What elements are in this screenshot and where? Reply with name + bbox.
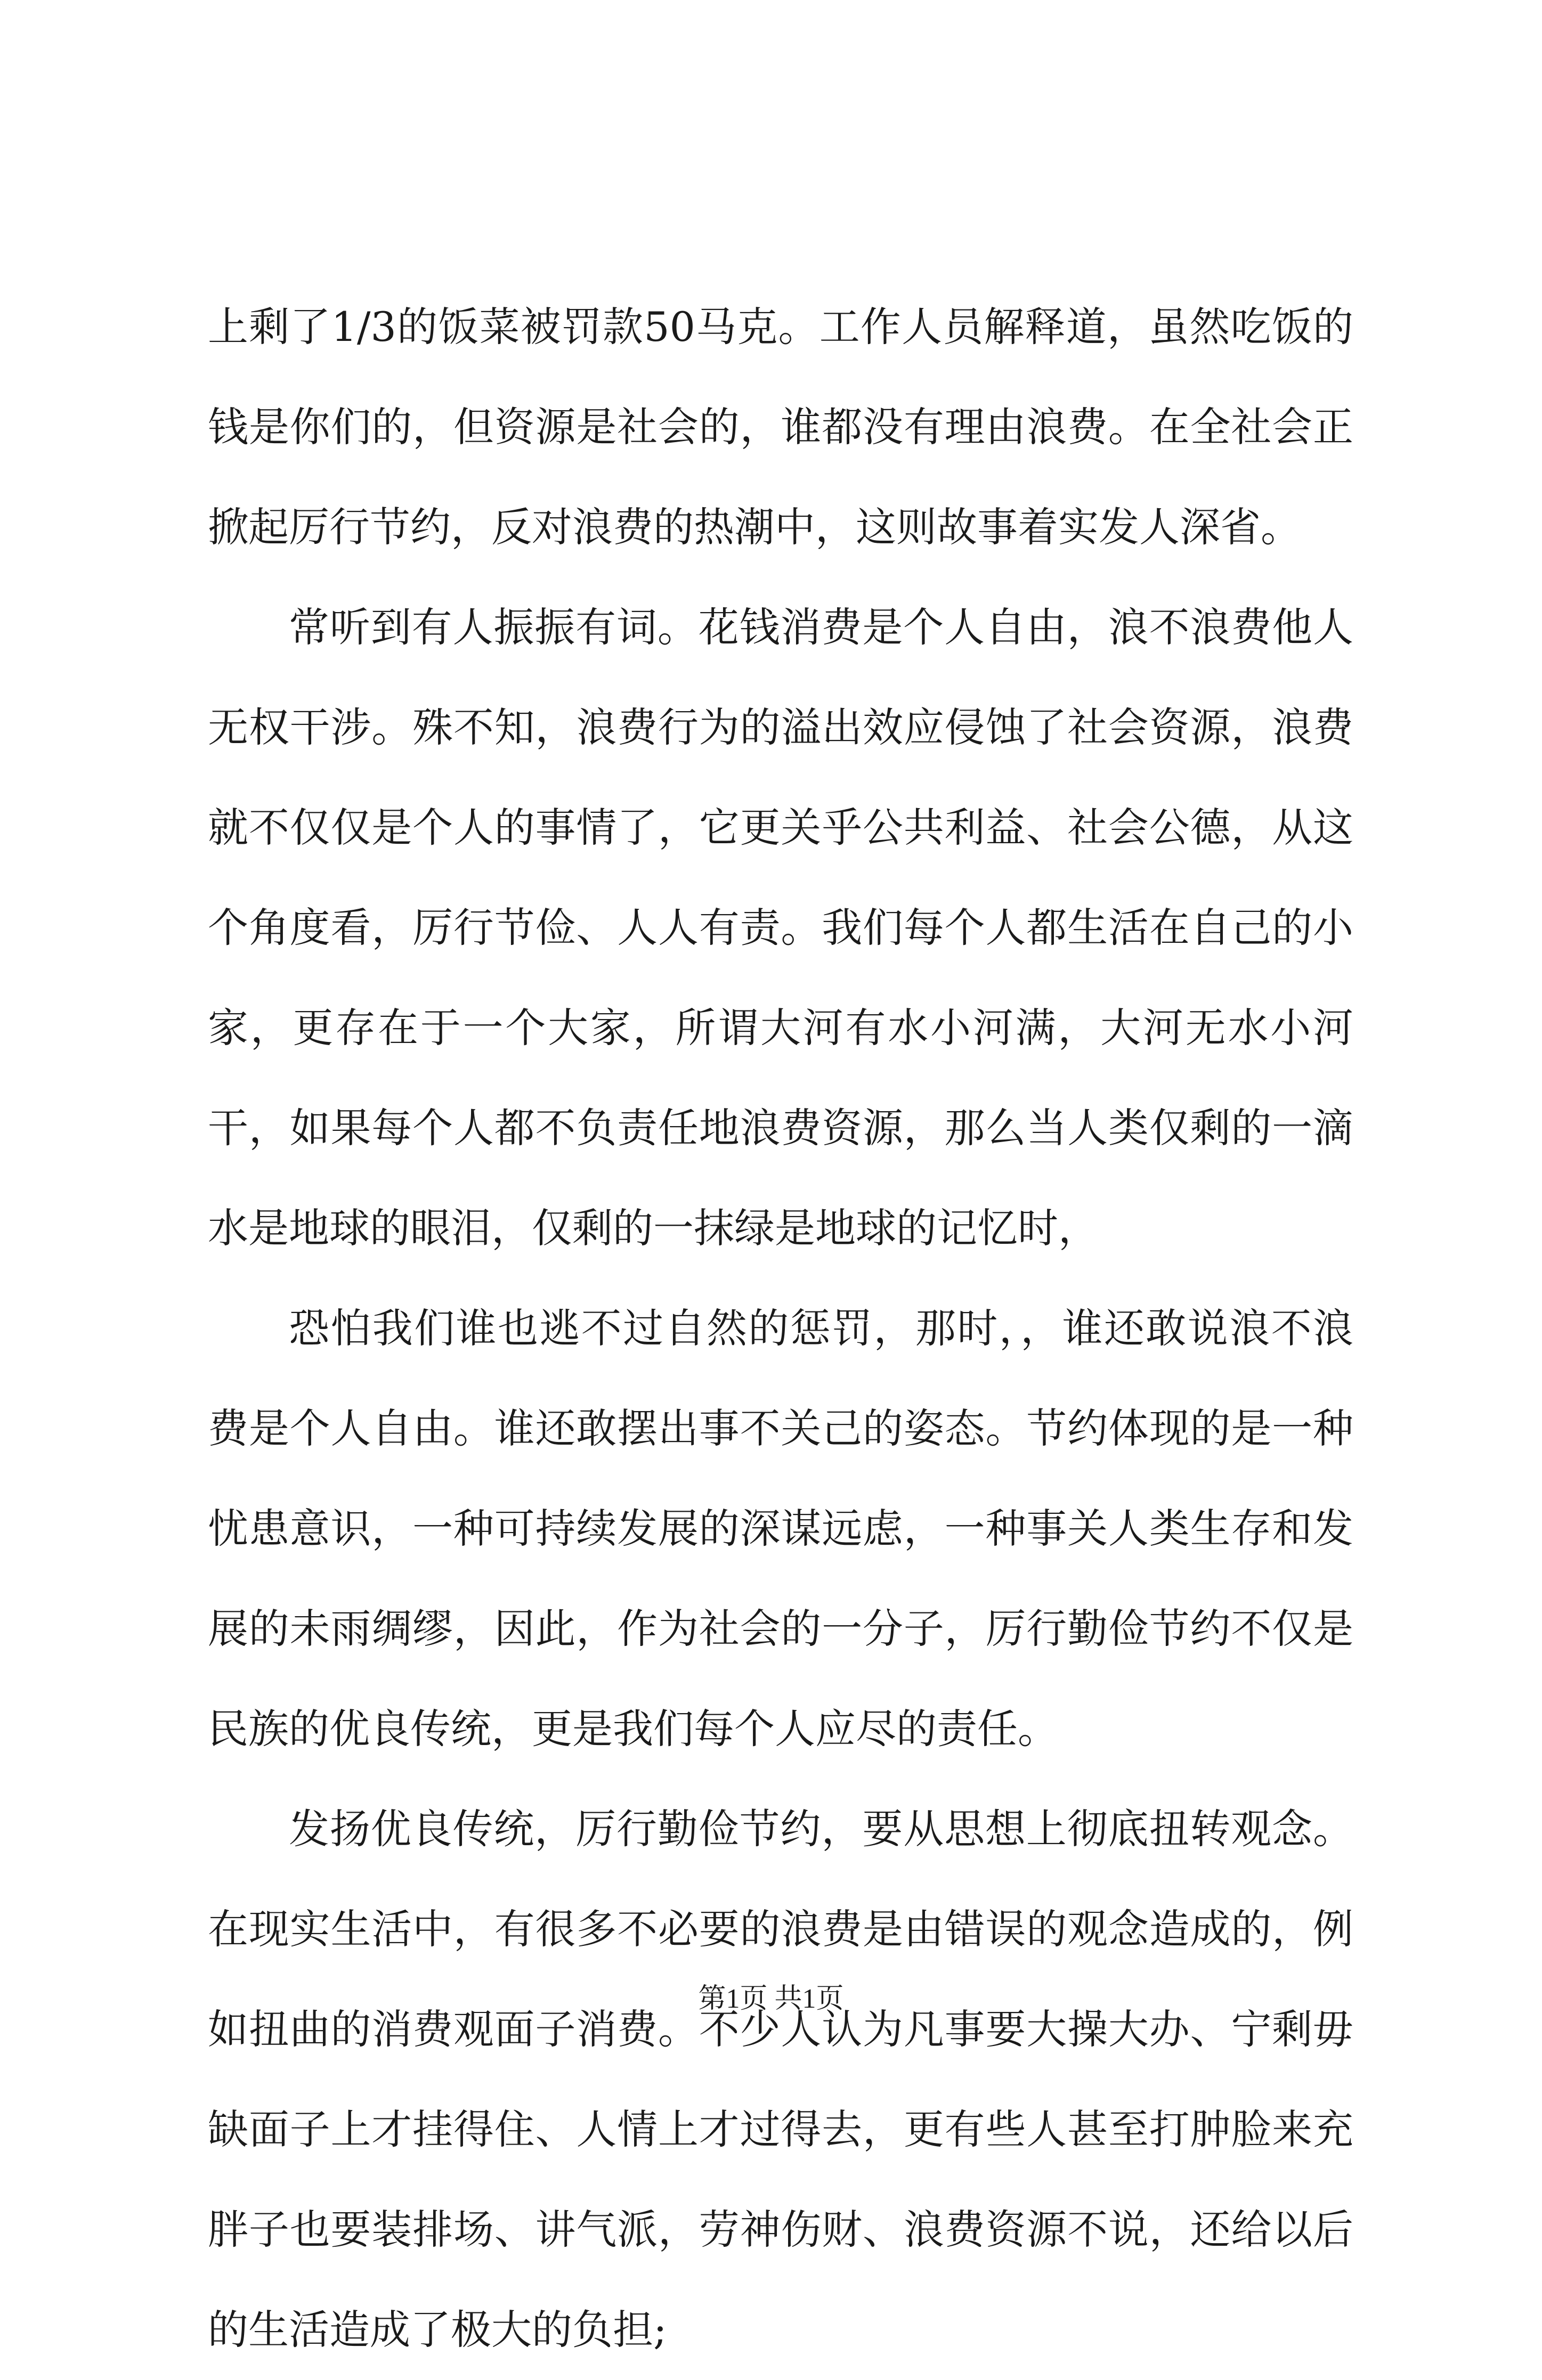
paragraph-continuation: 上剩了1/3的饭菜被罚款50马克。工作人员解释道，虽然吃饭的钱是你们的，但资源是社会的，谁都没有理由浪费。在全社会正掀起厉行节约，反对浪费的热潮中，这则故事着实发人深省。: [208, 303, 1353, 551]
document-body: [208, 277, 1353, 2380]
page-footer: 第1页 共1页: [698, 1984, 844, 2014]
paragraph-2: 常听到有人振振有词。花钱消费是个人自由，浪不浪费他人无权干涉。殊不知，浪费行为的溢出效应侵蚀了社会资源，浪费就不仅仅是个人的事情了，它更关乎公共利益、社会公德，从这个角度看，厉行节俭、人人有责。我们每个人都生活在自己的小家，更存在于一个大家，所谓大河有水小河满，大河无水小河干，如果每个人都不负责任地浪费资源，那么当人类仅剩的一滴水是地球的眼泪，仅剩的一抹绿是地球的记忆时，: [208, 604, 1353, 1252]
paragraph-3: 恐怕我们谁也逃不过自然的惩罚，那时，，谁还敢说浪不浪费是个人自由。谁还敢摆出事不关己的姿态。节约体现的是一种忧患意识，一种可持续发展的深谋远虑，一种事关人类生存和发展的未雨绸缪，因此，作为社会的一分子，厉行勤俭节约不仅是民族的优良传统，更是我们每个人应尽的责任。: [208, 1305, 1353, 1753]
paragraph-4: 发扬优良传统，厉行勤俭节约，要从思想上彻底扭转观念。在现实生活中，有很多不必要的浪费是由错误的观念造成的，例如扭曲的消费观面子消费。不少人认为凡事要大操大办、宁剩毋缺面子上才挂得住、人情上才过得去，更有些人甚至打肿脸来充胖子也要装排场、讲气派，劳神伤财、浪费资源不说，还给以后的生活造成了极大的负担;: [208, 1805, 1353, 2353]
